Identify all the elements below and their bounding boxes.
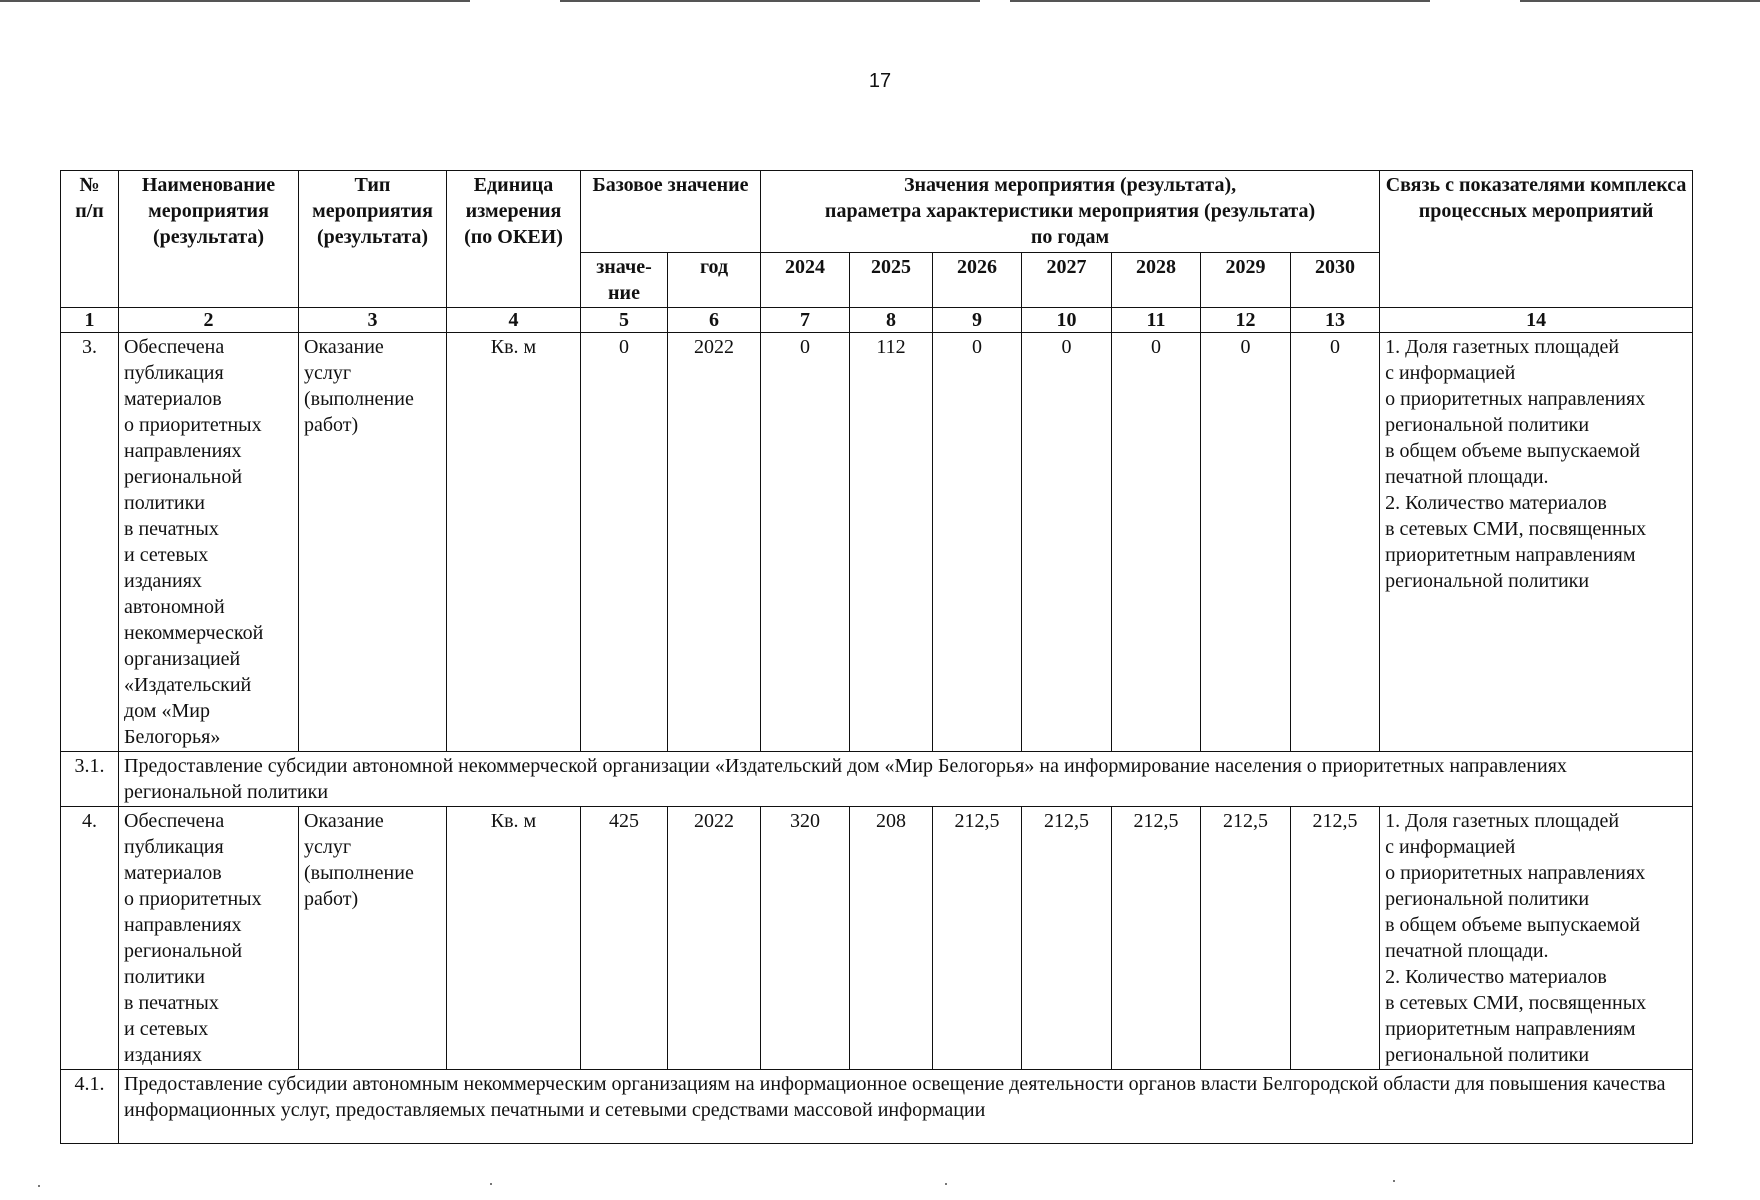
- year-value: 320: [761, 807, 850, 1070]
- column-number: 12: [1201, 308, 1291, 333]
- header-base-year: год: [668, 253, 761, 308]
- column-number: 14: [1380, 308, 1693, 333]
- indicator-link: 1. Доля газетных площадей с информацией о приоритетных направлениях региональной политики в общем объеме выпускаемой печатной площади. 2. Количество материалов в сетевых СМИ, посвященных приоритетным направлениям региональной политики: [1380, 333, 1693, 752]
- measure-unit: Кв. м: [447, 807, 581, 1070]
- header-year: 2027: [1022, 253, 1112, 308]
- subsidy-description: Предоставление субсидии автономной некоммерческой организации «Издательский дом «Мир Белогорья» на информирование населения о приоритетных направлениях региональной политики: [119, 752, 1693, 807]
- year-value: 0: [1022, 333, 1112, 752]
- year-value: 0: [1201, 333, 1291, 752]
- measures-table: [60, 170, 1693, 1144]
- base-year: 2022: [668, 807, 761, 1070]
- header-link: Связь с показателями комплекса процессных мероприятий: [1380, 171, 1693, 308]
- year-value: 0: [1112, 333, 1201, 752]
- column-number: 11: [1112, 308, 1201, 333]
- scan-speck: [38, 1185, 40, 1187]
- scan-speck: [490, 1183, 492, 1185]
- header-name: Наименование мероприятия (результата): [119, 171, 299, 308]
- subsidy-description: Предоставление субсидии автономным некоммерческим организациям на информационное освещение деятельности органов власти Белгородской области для повышения качества информационных услуг, предоставляемых печатными и сетевыми средствами массовой информации: [119, 1070, 1693, 1144]
- column-number: 9: [933, 308, 1022, 333]
- column-number: 8: [850, 308, 933, 333]
- header-year: 2030: [1291, 253, 1380, 308]
- scan-edge-line: [0, 0, 470, 2]
- indicator-link: 1. Доля газетных площадей с информацией о приоритетных направлениях региональной политики в общем объеме выпускаемой печатной площади. 2. Количество материалов в сетевых СМИ, посвященных приоритетным направлениям региональной политики: [1380, 807, 1693, 1070]
- header-year: 2024: [761, 253, 850, 308]
- column-number: 3: [299, 308, 447, 333]
- measure-type: Оказание услуг (выполнение работ): [299, 333, 447, 752]
- table-row: [61, 333, 1693, 752]
- header-number: № п/п: [61, 171, 119, 308]
- header-base: Базовое значение: [581, 171, 761, 253]
- header-row: [61, 171, 1693, 253]
- year-value: 112: [850, 333, 933, 752]
- column-number: 2: [119, 308, 299, 333]
- header-year: 2028: [1112, 253, 1201, 308]
- year-value: 0: [1291, 333, 1380, 752]
- column-number: 5: [581, 308, 668, 333]
- year-value: 0: [933, 333, 1022, 752]
- page-number: 17: [868, 70, 892, 92]
- table-row-subsidy: [61, 1070, 1693, 1144]
- header-base-value: значе- ние: [581, 253, 668, 308]
- column-number: 1: [61, 308, 119, 333]
- row-number: 3.: [61, 333, 119, 752]
- column-number: 10: [1022, 308, 1112, 333]
- row-number: 4.1.: [61, 1070, 119, 1144]
- header-type: Тип мероприятия (результата): [299, 171, 447, 308]
- row-number: 3.1.: [61, 752, 119, 807]
- column-number-row: [61, 308, 1693, 333]
- scan-speck: [1393, 1180, 1395, 1182]
- year-value: 0: [761, 333, 850, 752]
- year-value: 212,5: [1291, 807, 1380, 1070]
- base-year: 2022: [668, 333, 761, 752]
- column-number: 4: [447, 308, 581, 333]
- year-value: 212,5: [1022, 807, 1112, 1070]
- year-value: 212,5: [1201, 807, 1291, 1070]
- base-value: 425: [581, 807, 668, 1070]
- header-year: 2029: [1201, 253, 1291, 308]
- year-value: 212,5: [1112, 807, 1201, 1070]
- header-year: 2026: [933, 253, 1022, 308]
- header-year: 2025: [850, 253, 933, 308]
- base-value: 0: [581, 333, 668, 752]
- header-unit: Единица измерения (по ОКЕИ): [447, 171, 581, 308]
- measure-unit: Кв. м: [447, 333, 581, 752]
- table-row: [61, 807, 1693, 1070]
- scan-edge-line: [560, 0, 980, 2]
- table-row-subsidy: [61, 752, 1693, 807]
- year-value: 212,5: [933, 807, 1022, 1070]
- scan-edge-line: [1010, 0, 1430, 2]
- column-number: 7: [761, 308, 850, 333]
- column-number: 6: [668, 308, 761, 333]
- scan-edge-line: [1520, 0, 1760, 2]
- measure-type: Оказание услуг (выполнение работ): [299, 807, 447, 1070]
- row-number: 4.: [61, 807, 119, 1070]
- scan-speck: [945, 1183, 947, 1185]
- year-value: 208: [850, 807, 933, 1070]
- measure-name: Обеспечена публикация материалов о приоритетных направлениях региональной политики в печатных и сетевых изданиях: [119, 807, 299, 1070]
- header-values: Значения мероприятия (результата), параметра характеристики мероприятия (результата) по годам: [761, 171, 1380, 253]
- column-number: 13: [1291, 308, 1380, 333]
- measure-name: Обеспечена публикация материалов о приоритетных направлениях региональной политики в печатных и сетевых изданиях автономной некоммерческой организацией «Издательский дом «Мир Белогорья»: [119, 333, 299, 752]
